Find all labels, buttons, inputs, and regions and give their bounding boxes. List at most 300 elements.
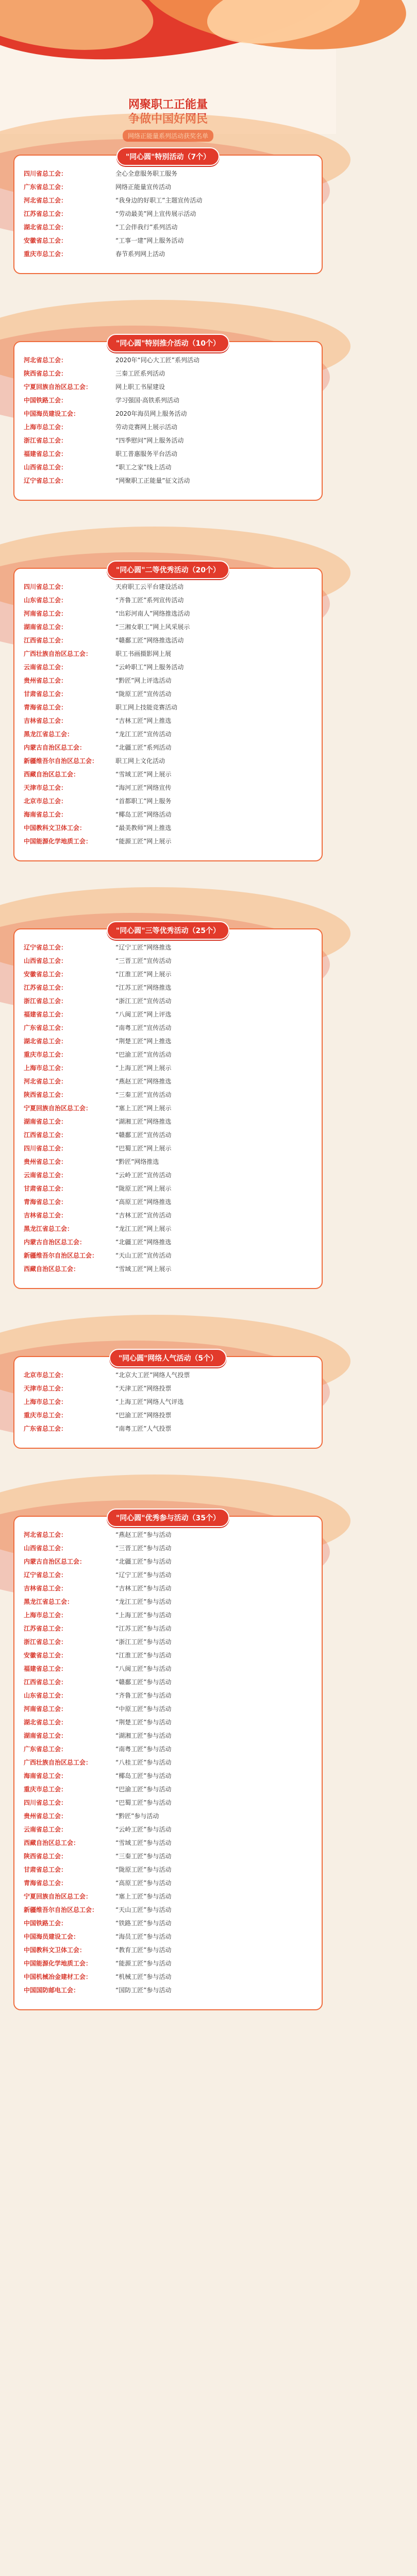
organization-name: 西藏自治区总工会： [24,771,80,778]
organization-name: 贵州省总工会： [24,1812,68,1820]
list-item [24,1570,312,1580]
list-item [24,1010,312,1019]
organization-name: 中国海员建设工会： [24,410,80,417]
list-item [24,810,312,819]
list-item [24,1758,312,1767]
activity-name: “赣鄱工匠”参与活动 [115,1679,172,1686]
list-item [24,1878,312,1888]
list-item [24,476,312,485]
activity-name: “首都职工”网上服务 [115,798,172,805]
award-section [13,1516,323,2010]
list-item [24,169,312,178]
list-item [24,449,312,459]
activity-name: “出彩河南人”网络推选活动 [115,610,190,617]
organization-name: 河北省总工会： [24,1531,68,1538]
organization-name: 中国教科文卫体工会： [24,1946,86,1954]
list-item [24,1211,312,1220]
activity-name: “三晋工匠”宣传活动 [115,957,172,964]
organization-name: 上海市总工会： [24,1064,68,1072]
list-item [24,422,312,432]
organization-name: 江西省总工会： [24,637,68,644]
activity-name: “黔匠”网上评选活动 [115,677,172,684]
organization-name: 山西省总工会： [24,1545,68,1552]
activity-name: “荆楚工匠”参与活动 [115,1719,172,1726]
list-item [24,1584,312,1593]
activity-name: “三晋工匠”参与活动 [115,1545,172,1552]
section-badge: "同心圆"优秀参与活动（35个） [107,1509,229,1527]
organization-name: 黑龙江省总工会： [24,731,74,738]
activity-name: “椰岛工匠”参与活动 [115,1772,172,1780]
activity-name: “劳动最美”网上宣传展示活动 [115,210,196,217]
list-item [24,355,312,365]
list-item [24,1264,312,1274]
organization-name: 上海市总工会： [24,423,68,431]
organization-name: 重庆市总工会： [24,1786,68,1793]
list-item [24,1238,312,1247]
list-item [24,1959,312,1968]
activity-name: “巴蜀工匠”参与活动 [115,1799,172,1806]
activity-name: “巴渝工匠”宣传活动 [115,1051,172,1058]
award-card [13,1356,323,1449]
activity-name: “吉林工匠”参与活动 [115,1585,172,1592]
list-item [24,1677,312,1687]
organization-name: 广东省总工会： [24,1425,68,1432]
activity-name: 劳动竞赛网上展示活动 [115,423,178,431]
list-item [24,1023,312,1032]
list-item [24,1077,312,1086]
organization-name: 内蒙古自治区总工会： [24,744,86,751]
organization-name: 上海市总工会： [24,1612,68,1619]
activity-name: “龙江工匠”宣传活动 [115,731,172,738]
activity-name: “北疆工匠”参与活动 [115,1558,172,1565]
organization-name: 西藏自治区总工会： [24,1265,80,1273]
list-item [24,716,312,725]
organization-name: 新疆维吾尔自治区总工会： [24,1906,98,1913]
activity-name: 三秦工匠系列活动 [115,370,165,377]
activity-name: “八桂工匠”参与活动 [115,1759,172,1766]
organization-name: 四川省总工会： [24,583,68,590]
organization-name: 广东省总工会： [24,1024,68,1031]
activity-name: “陇原工匠”参与活动 [115,1866,172,1873]
activity-name: “最美教师”网上推选 [115,824,172,832]
section-badge: "同心圆"特别活动（7个） [116,147,220,166]
award-card [13,341,323,501]
activity-name: “国防工匠”参与活动 [115,1987,172,1994]
organization-name: 江西省总工会： [24,1131,68,1139]
list-item [24,1785,312,1794]
list-item [24,837,312,846]
activity-name: “雪域工匠”网上展示 [115,771,172,778]
organization-name: 四川省总工会： [24,170,68,177]
organization-name: 北京市总工会： [24,1371,68,1379]
activity-name: “南粤工匠”宣传活动 [115,1024,172,1031]
list-item [24,1197,312,1207]
activity-name: “吉林工匠”网上推选 [115,717,172,724]
list-item [24,1144,312,1153]
activity-name: 职工普惠服务平台活动 [115,450,178,457]
list-item [24,1744,312,1754]
award-list [24,169,312,259]
list-item [24,1090,312,1099]
organization-name: 湖南省总工会： [24,1732,68,1739]
organization-name: 重庆市总工会： [24,1051,68,1058]
activity-name: 职工书画摄影网上展 [115,650,172,657]
organization-name: 天津市总工会： [24,784,68,791]
list-item [24,1184,312,1193]
activity-name: “浙江工匠”宣传活动 [115,997,172,1005]
activity-name: “天山工匠”参与活动 [115,1906,172,1913]
organization-name: 重庆市总工会： [24,1412,68,1419]
list-item [24,943,312,952]
list-item [24,1251,312,1260]
list-item [24,609,312,618]
award-section [13,341,323,501]
activity-name: “塞上工匠”网上展示 [115,1105,172,1112]
organization-name: 甘肃省总工会： [24,690,68,698]
organization-name: 中国教科文卫体工会： [24,824,86,832]
activity-name: 天府职工云平台建设活动 [115,583,184,590]
organization-name: 贵州省总工会： [24,677,68,684]
award-list [24,582,312,846]
organization-name: 云南省总工会： [24,1826,68,1833]
activity-name: “陇原工匠”网上展示 [115,1185,172,1192]
activity-name: “北京大工匠”网络人气投票 [115,1371,190,1379]
organization-name: 四川省总工会： [24,1799,68,1806]
list-item [24,1986,312,1995]
organization-name: 甘肃省总工会： [24,1866,68,1873]
activity-name: “八闽工匠”网上评选 [115,1011,172,1018]
list-item [24,1651,312,1660]
list-item [24,1919,312,1928]
organization-name: 青海省总工会： [24,1879,68,1887]
organization-name: 重庆市总工会： [24,250,68,258]
list-item [24,1157,312,1166]
organization-name: 甘肃省总工会： [24,1185,68,1192]
activity-name: “机械工匠”参与活动 [115,1973,172,1980]
organization-name: 内蒙古自治区总工会： [24,1239,86,1246]
list-item [24,1397,312,1406]
activity-name: “巴蜀工匠”网上展示 [115,1145,172,1152]
award-card [13,928,323,1289]
section-badge: "同心圆"三等优秀活动（25个） [107,921,229,940]
list-item [24,1811,312,1821]
award-section [13,568,323,861]
award-list [24,1370,312,1433]
organization-name: 辽宁省总工会： [24,1571,68,1579]
activity-name: “椰岛工匠”网络活动 [115,811,172,818]
organization-name: 陕西省总工会： [24,1091,68,1098]
organization-name: 黑龙江省总工会： [24,1598,74,1605]
list-item [24,1664,312,1673]
list-item [24,1063,312,1073]
list-item [24,1557,312,1566]
organization-name: 吉林省总工会： [24,1585,68,1592]
organization-name: 江苏省总工会： [24,984,68,991]
organization-name: 黑龙江省总工会： [24,1225,74,1232]
activity-name: 网上职工书屋建设 [115,383,165,391]
activity-name: “雪域工匠”参与活动 [115,1839,172,1846]
list-item [24,783,312,792]
activity-name: “塞上工匠”参与活动 [115,1893,172,1900]
activity-name: “教育工匠”参与活动 [115,1946,172,1954]
list-item [24,636,312,645]
organization-name: 浙江省总工会： [24,1638,68,1646]
organization-name: 河北省总工会： [24,197,68,204]
organization-name: 广西壮族自治区总工会： [24,1759,92,1766]
list-item [24,1637,312,1647]
organization-name: 河北省总工会： [24,1078,68,1085]
organization-name: 海南省总工会： [24,811,68,818]
activity-name: 职工网上文化活动 [115,757,165,765]
activity-name: “云岭工匠”参与活动 [115,1826,172,1833]
activity-name: “高原工匠”网络推选 [115,1198,172,1206]
activity-name: “能源工匠”网上展示 [115,838,172,845]
list-item [24,382,312,392]
activity-name: “荆楚工匠”网上推选 [115,1038,172,1045]
organization-name: 四川省总工会： [24,1145,68,1152]
list-item [24,1852,312,1861]
list-item [24,1704,312,1714]
list-item [24,1892,312,1901]
organization-name: 河南省总工会： [24,610,68,617]
activity-name: “云岭工匠”宣传活动 [115,1172,172,1179]
award-card [13,568,323,861]
activity-name: “黔匠”参与活动 [115,1812,159,1820]
list-item [24,1905,312,1914]
list-item [24,676,312,685]
activity-name: “燕赵工匠”参与活动 [115,1531,172,1538]
list-item [24,369,312,378]
organization-name: 江苏省总工会： [24,210,68,217]
organization-name: 安徽省总工会： [24,1652,68,1659]
activity-name: “辽宁工匠”网络推选 [115,944,172,951]
organization-name: 辽宁省总工会： [24,477,68,484]
organization-name: 中国铁路工会： [24,397,68,404]
award-section [13,1356,323,1449]
list-item [24,1424,312,1433]
list-item [24,756,312,766]
list-item [24,463,312,472]
organization-name: 广东省总工会： [24,183,68,191]
activity-name: 网络正能量宣传活动 [115,183,172,191]
list-item [24,1050,312,1059]
activity-name: “燕赵工匠”网络推选 [115,1078,172,1085]
organization-name: 陕西省总工会： [24,370,68,377]
list-item [24,409,312,418]
section-badge: "同心圆"网络人气活动（5个） [109,1349,227,1367]
organization-name: 湖北省总工会： [24,224,68,231]
organization-name: 安徽省总工会： [24,237,68,244]
award-card [13,155,323,274]
activity-name: “高原工匠”参与活动 [115,1879,172,1887]
organization-name: 吉林省总工会： [24,1212,68,1219]
title-line-1: 网聚职工正能量 [128,98,208,111]
list-item [24,796,312,806]
list-item [24,1865,312,1874]
organization-name: 陕西省总工会： [24,1853,68,1860]
organization-name: 辽宁省总工会： [24,944,68,951]
list-item [24,209,312,218]
activity-name: “南粤工匠”人气投票 [115,1425,172,1432]
list-item [24,970,312,979]
activity-name: “龙江工匠”参与活动 [115,1598,172,1605]
list-item [24,1597,312,1606]
organization-name: 广西壮族自治区总工会： [24,650,92,657]
award-section [13,928,323,1289]
organization-name: 西藏自治区总工会： [24,1839,80,1846]
organization-name: 浙江省总工会： [24,437,68,444]
activity-name: “海河工匠”网络宣传 [115,784,172,791]
list-item [24,689,312,699]
organization-name: 江苏省总工会： [24,1625,68,1632]
activity-name: “天山工匠”宣传活动 [115,1252,172,1259]
list-item [24,1825,312,1834]
activity-name: “陇原工匠”宣传活动 [115,690,172,698]
organization-name: 中国国防邮电工会： [24,1987,80,1994]
activity-name: “上海工匠”网上展示 [115,1064,172,1072]
organization-name: 宁夏回族自治区总工会： [24,1893,92,1900]
activity-name: “齐鲁工匠”参与活动 [115,1692,172,1699]
activity-name: “三秦工匠”宣传活动 [115,1091,172,1098]
organization-name: 新疆维吾尔自治区总工会： [24,757,98,765]
list-item [24,983,312,992]
activity-name: “上海工匠”网络人气评选 [115,1398,184,1405]
organization-name: 中国能源化学地质工会： [24,1960,92,1967]
activity-name: “江苏工匠”网络推选 [115,984,172,991]
activity-name: “江淮工匠”参与活动 [115,1652,172,1659]
activity-name: “铁路工匠”参与活动 [115,1920,172,1927]
section-badge: "同心圆"特别推介活动（10个） [107,334,229,352]
organization-name: 河北省总工会： [24,357,68,364]
activity-name: 2020年海员网上服务活动 [115,410,187,417]
list-item [24,1224,312,1233]
organization-name: 福建省总工会： [24,1011,68,1018]
list-item [24,1945,312,1955]
activity-name: “江苏工匠”参与活动 [115,1625,172,1632]
list-item [24,223,312,232]
organization-name: 新疆维吾尔自治区总工会： [24,1252,98,1259]
organization-name: 江西省总工会： [24,1679,68,1686]
activity-name: “赣鄱工匠”宣传活动 [115,1131,172,1139]
organization-name: 湖北省总工会： [24,1038,68,1045]
list-item [24,1037,312,1046]
award-list [24,943,312,1274]
activity-name: “南粤工匠”参与活动 [115,1745,172,1753]
award-list [24,1530,312,1995]
organization-name: 内蒙古自治区总工会： [24,1558,86,1565]
list-item [24,703,312,712]
list-item [24,823,312,833]
activity-name: “四季慰问”网上服务活动 [115,437,184,444]
list-item [24,1932,312,1941]
organization-name: 天津市总工会： [24,1385,68,1392]
list-item [24,196,312,205]
activity-name: 学习强国·高铁系列活动 [115,397,179,404]
list-item [24,1798,312,1807]
organization-name: 上海市总工会： [24,1398,68,1405]
list-item [24,956,312,965]
organization-name: 云南省总工会： [24,664,68,671]
list-item [24,1771,312,1781]
list-item [24,436,312,445]
list-item [24,1972,312,1981]
organization-name: 湖南省总工会： [24,623,68,631]
activity-name: “龙江工匠”网上展示 [115,1225,172,1232]
activity-name: “湖湘工匠”网络推选 [115,1118,172,1125]
section-badge: "同心圆"二等优秀活动（20个） [107,561,229,579]
list-item [24,1130,312,1140]
activity-name: 春节系列网上活动 [115,250,165,258]
activity-name: “辽宁工匠”参与活动 [115,1571,172,1579]
list-item [24,770,312,779]
list-item [24,1691,312,1700]
list-item [24,1384,312,1393]
list-item [24,582,312,591]
activity-name: “齐鲁工匠”系列宣传活动 [115,597,184,604]
list-item [24,730,312,739]
activity-name: “北疆工匠”系列活动 [115,744,172,751]
list-item [24,596,312,605]
organization-name: 山西省总工会： [24,957,68,964]
activity-name: “网聚职工正能量”征文活动 [115,477,190,484]
activity-name: “巴渝工匠”参与活动 [115,1786,172,1793]
activity-name: “天津工匠”网络投票 [115,1385,172,1392]
list-item [24,996,312,1006]
organization-name: 福建省总工会： [24,450,68,457]
activity-name: “黔匠”网络推选 [115,1158,159,1165]
activity-name: “北疆工匠”网络推选 [115,1239,172,1246]
organization-name: 青海省总工会： [24,1198,68,1206]
list-item [24,236,312,245]
activity-name: “中原工匠”参与活动 [115,1705,172,1713]
list-item [24,1117,312,1126]
list-item [24,1731,312,1740]
list-item [24,622,312,632]
activity-name: “云岭职工”网上服务活动 [115,664,184,671]
activity-name: “雪域工匠”网上展示 [115,1265,172,1273]
list-item [24,649,312,658]
organization-name: 安徽省总工会： [24,971,68,978]
organization-name: 浙江省总工会： [24,997,68,1005]
award-section [13,155,323,274]
organization-name: 山东省总工会： [24,1692,68,1699]
organization-name: 中国能源化学地质工会： [24,838,92,845]
activity-name: “吉林工匠”宣传活动 [115,1212,172,1219]
list-item [24,1624,312,1633]
award-card [13,1516,323,2010]
list-item [24,1718,312,1727]
organization-name: 云南省总工会： [24,1172,68,1179]
list-item [24,182,312,192]
activity-name: “能源工匠”参与活动 [115,1960,172,1967]
activity-name: “三秦工匠”参与活动 [115,1853,172,1860]
list-item [24,1611,312,1620]
list-item [24,1838,312,1848]
list-item [24,663,312,672]
activity-name: “工事一建”网上服务活动 [115,237,184,244]
activity-name: “工会伴我行”系列活动 [115,224,178,231]
activity-name: “三湘女职工”网上风采展示 [115,623,190,631]
activity-name: “海员工匠”参与活动 [115,1933,172,1940]
organization-name: 北京市总工会： [24,798,68,805]
organization-name: 吉林省总工会： [24,717,68,724]
list-item [24,1171,312,1180]
organization-name: 河南省总工会： [24,1705,68,1713]
activity-name: 全心全意服务职工服务 [115,170,178,177]
organization-name: 湖北省总工会： [24,1719,68,1726]
organization-name: 宁夏回族自治区总工会： [24,383,92,391]
list-item [24,1104,312,1113]
